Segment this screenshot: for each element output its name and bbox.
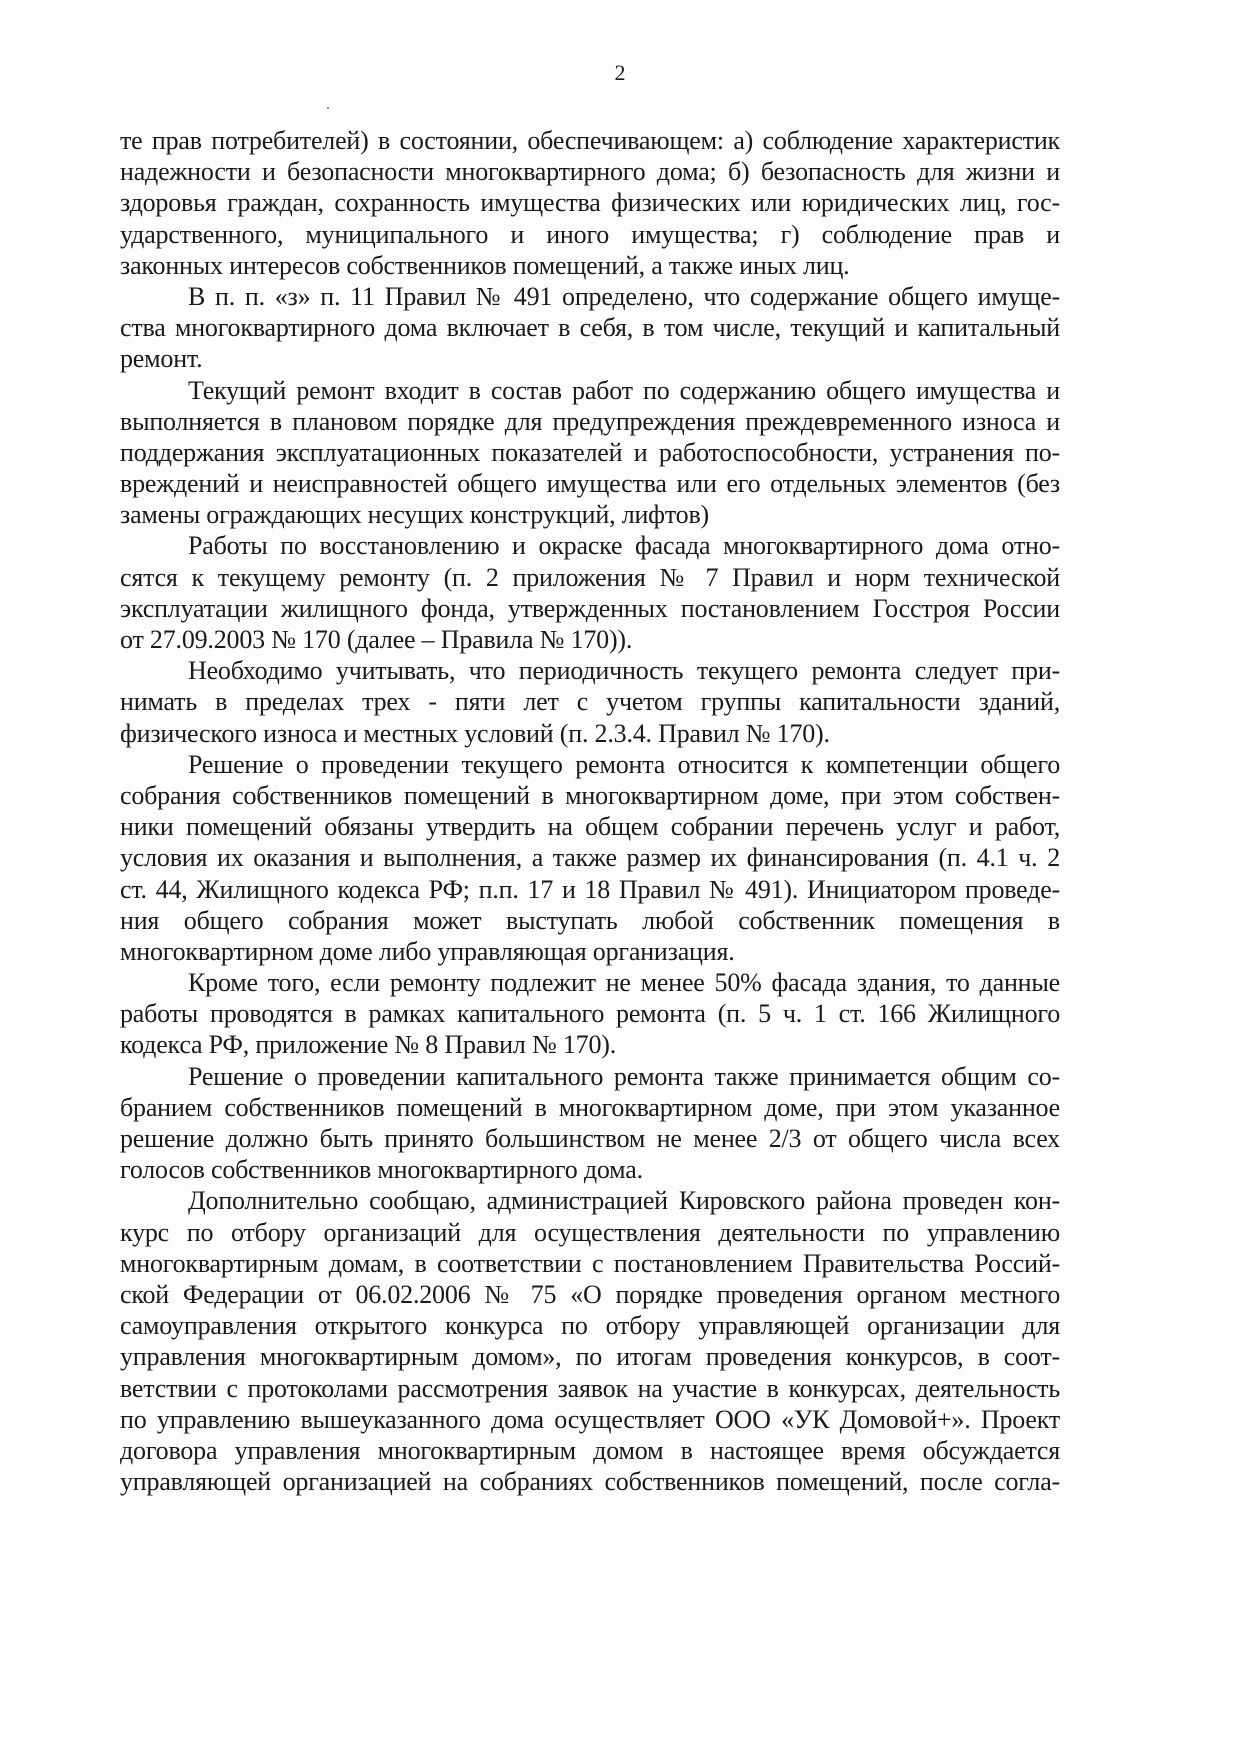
text-line: Решение о проведении капитального ремонта также принимается общим со-	[188, 1061, 1060, 1091]
text-line: Работы по восстановлению и окраске фасада многоквартирного дома отно-	[188, 531, 1060, 561]
text-line: поддержания эксплуатационных показателей и работоспособности, устранения по-	[120, 437, 1060, 467]
paragraph	[120, 1061, 1060, 1186]
text-line: ударственного, муниципального и иного имущества; г) соблюдение прав и	[120, 219, 1060, 249]
text-line: условия их оказания и выполнения, а также размер их финансирования (п. 4.1 ч. 2	[120, 843, 1060, 873]
text-line: нимать в пределах трех - пяти лет с учетом группы капитальности зданий,	[120, 687, 1060, 717]
text-line: здоровья граждан, сохранность имущества физических или юридических лиц, гос-	[120, 188, 1060, 218]
text-line: многоквартирном доме либо управляющая организация.	[120, 936, 735, 966]
text-line: договора управления многоквартирным домом в настоящее время обсуждается	[120, 1435, 1060, 1465]
text-line: Необходимо учитывать, что периодичность текущего ремонта следует при-	[188, 656, 1060, 686]
text-line: самоуправления открытого конкурса по отбору управляющей организации для	[120, 1311, 1060, 1341]
scan-artifact	[327, 107, 329, 109]
text-line: эксплуатации жилищного фонда, утвержденных постановлением Госстроя России	[120, 593, 1060, 623]
text-line: те прав потребителей) в состоянии, обеспечивающем: а) соблюдение характеристик	[120, 126, 1060, 155]
text-line: ветствии с протоколами рассмотрения заявок на участие в конкурсах, деятельность	[120, 1373, 1060, 1403]
text-line: собрания собственников помещений в многоквартирном доме, при этом собствен-	[120, 780, 1060, 810]
page-number: 2	[614, 60, 626, 85]
paragraph	[120, 967, 1060, 1061]
paragraph	[120, 530, 1060, 655]
text-line: от 27.09.2003 № 170 (далее – Правила № 170)).	[120, 625, 633, 654]
text-line: ния общего собрания может выступать любой собственник помещения в	[120, 905, 1060, 935]
text-line: замены ограждающих несущих конструкций, лифтов)	[120, 500, 709, 530]
text-line: Текущий ремонт входит в состав работ по содержанию общего имущества и	[188, 375, 1060, 405]
text-line: В п. п. «з» п. 11 Правил № 491 определено, что содержание общего имуще-	[188, 281, 1060, 311]
text-line: работы проводятся в рамках капитального ремонта (п. 5 ч. 1 ст. 166 Жилищного	[120, 999, 1060, 1029]
document-body	[120, 125, 1060, 1497]
text-line: ремонт.	[120, 344, 203, 374]
text-line: Дополнительно сообщаю, администрацией Кировского района проведен кон-	[188, 1186, 1060, 1216]
text-line: кодекса РФ, приложение № 8 Правил № 170).	[120, 1030, 617, 1060]
text-line: физического износа и местных условий (п. 2.3.4. Правил № 170).	[120, 718, 830, 748]
paragraph	[120, 281, 1060, 375]
text-line: многоквартирным домам, в соответствии с постановлением Правительства Россий-	[120, 1248, 1060, 1278]
text-line: курс по отбору организаций для осуществления деятельности по управлению	[120, 1217, 1060, 1247]
text-line: управления многоквартирным домом», по итогам проведения конкурсов, в соот-	[120, 1342, 1060, 1372]
text-line: ст. 44, Жилищного кодекса РФ; п.п. 17 и 18 Правил № 491). Инициатором проведе-	[120, 874, 1060, 904]
paragraph	[120, 125, 1060, 281]
text-line: надежности и безопасности многоквартирного дома; б) безопасность для жизни и	[120, 157, 1060, 187]
text-line: выполняется в плановом порядке для предупреждения преждевременного износа и	[120, 406, 1060, 436]
text-line: вреждений и неисправностей общего имущества или его отдельных элементов (без	[120, 469, 1060, 499]
text-line: ники помещений обязаны утвердить на общем собрании перечень услуг и работ,	[120, 812, 1060, 842]
text-line: ства многоквартирного дома включает в себя, в том числе, текущий и капитальный	[120, 313, 1060, 343]
text-line: сятся к текущему ремонту (п. 2 приложения № 7 Правил и норм технической	[120, 562, 1060, 592]
text-line: ской Федерации от 06.02.2006 № 75 «О порядке проведения органом местного	[120, 1279, 1060, 1309]
text-line: бранием собственников помещений в многоквартирном доме, при этом указанное	[120, 1092, 1060, 1122]
text-line: решение должно быть принято большинством не менее 2/3 от общего числа всех	[120, 1124, 1060, 1153]
paragraph	[120, 375, 1060, 531]
text-line: Решение о проведении текущего ремонта относится к компетенции общего	[188, 749, 1060, 779]
text-line: законных интересов собственников помещений, а также иных лиц.	[120, 250, 850, 280]
paragraph	[120, 1185, 1060, 1497]
text-line: голосов собственников многоквартирного дома.	[120, 1155, 643, 1185]
text-line: Кроме того, если ремонту подлежит не менее 50% фасада здания, то данные	[188, 968, 1060, 998]
text-line: управляющей организацией на собраниях собственников помещений, после согла-	[120, 1467, 1060, 1497]
paragraph	[120, 655, 1060, 749]
text-line: по управлению вышеуказанного дома осуществляет ООО «УК Домовой+». Проект	[120, 1404, 1060, 1434]
paragraph	[120, 749, 1060, 967]
